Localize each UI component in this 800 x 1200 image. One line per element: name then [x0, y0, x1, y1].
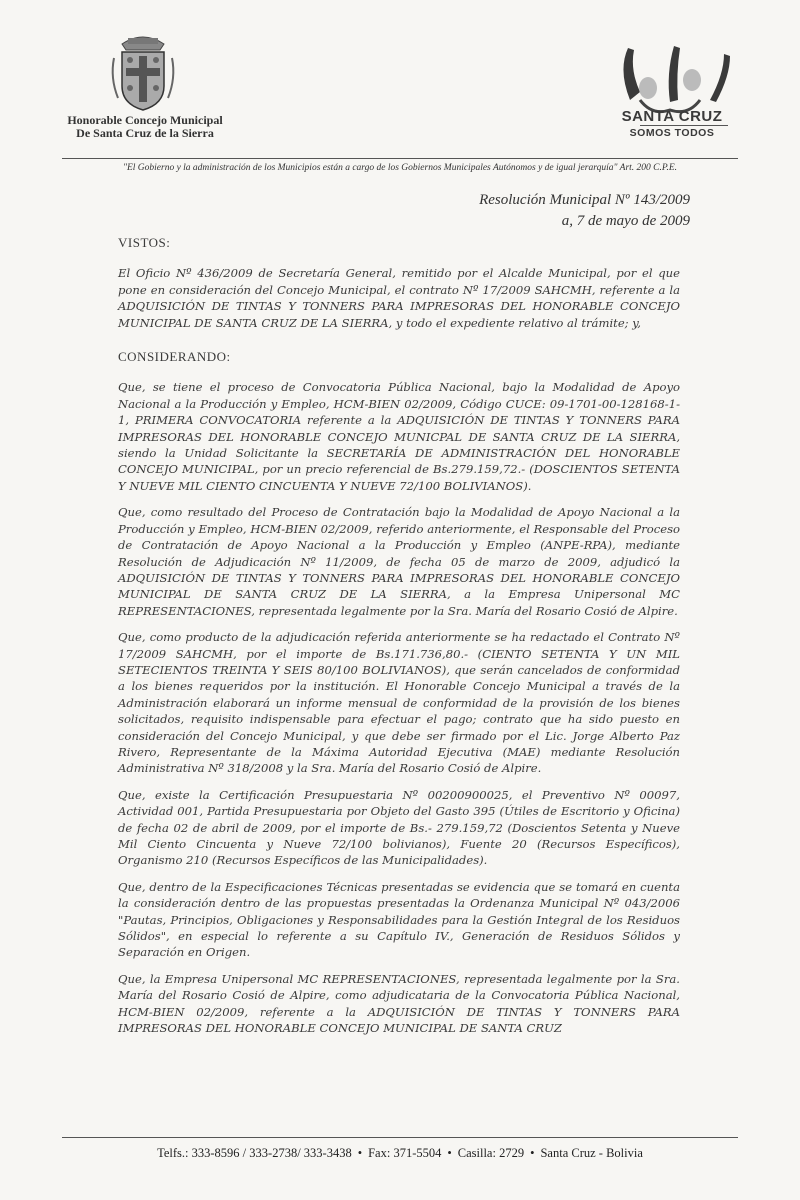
- considerando-paragraph: Que, se tiene el proceso de Convocatoria Pública Nacional, bajo la Modalidad de Apoyo Nacional a la Producción y Empleo, HCM-BIEN 02/2009, Código CUCE: 09-1701-00-128168-1-1, PRIMERA CONVOCATORIA referente a la ADQUISICIÓN DE TINTAS Y TONNERS PARA IMPRESORAS DEL HONORABLE CONCEJO MUNICPAL DE SANTA CRUZ DE LA SIERRA, siendo la Unidad Solicitante la SECRETARÍA DE ADMINISTRACIÓN DEL HONORABLE CONCEJO MUNICIPAL, por un precio referencial de Bs.279.159,72.- (DOSCIENTOS SETENTA Y NUEVE MIL CIENTO CINCUENTA Y NUEVE 72/100 BOLIVIANOS).: [118, 380, 680, 493]
- org-name-line2: De Santa Cruz de la Sierra: [76, 126, 214, 140]
- vistos-paragraph: El Oficio Nº 436/2009 de Secretaría General, remitido por el Alcalde Municipal, por el que pone en consideración del Concejo Municipal, el contrato Nº 17/2009 SAHCMH, referente a la ADQUISICIÓN DE TINTAS Y TONNERS PARA IMPRESORAS DEL HONORABLE CONCEJO MUNICIPAL DE SANTA CRUZ DE LA SIERRA, y todo el expediente relativo al trámite; y,: [118, 266, 680, 330]
- brand-tagline: SOMOS TODOS: [629, 127, 715, 139]
- considerando-paragraph: Que, dentro de la Especificaciones Técnicas presentadas se evidencia que se tomará en cuenta la consideración dentro de las propuestas presentadas la Ordenanza Municipal Nº 043/2006 "Pautas, Principios, Obligaciones y Responsabilidades para la Gestión Integral de los Residuos Sólidos", en especial lo referente a su Capítulo IV., Generación de Residuos Sólidos y Separación en Origen.: [118, 879, 680, 960]
- footer-phones: Telfs.: 333-8596 / 333-2738/ 333-3438: [157, 1146, 352, 1160]
- motto: "El Gobierno y la administración de los Municipios están a cargo de los Gobiernos Municipales Autónomos y de igual jerarquía" Art. 200 C.P.E.: [122, 163, 678, 173]
- brand-underline: [640, 125, 728, 126]
- considerando-paragraph: Que, como producto de la adjudicación referida anteriormente se ha redactado el Contrato Nº 17/2009 SAHCMH, por el importe de Bs.171.736,80.- (CIENTO SETENTA Y UN MIL SETECIENTOS TREINTA Y SEIS 80/100 BOLIVIANOS), que serán cancelados de conformidad a los bienes requeridos por la institución. El Honorable Concejo Municipal a través de la Administración elaborará un informe mensual de conformidad de la provisión de los bienes solicitados, requisito indispensable para efectuar el pago; contrato que ha sido puesto en consideración del Concejo Municipal, y que debe ser firmado por el Lic. Jorge Alberto Paz Rivero, Representante de la Máxima Autoridad Ejecutiva (MAE) mediante Resolución Administrativa Nº 318/2008 y la Sra. María del Rosario Cosió de Alpire.: [118, 630, 680, 776]
- letterhead: [0, 0, 800, 173]
- footer-city: Santa Cruz - Bolivia: [540, 1146, 643, 1160]
- document-body: [118, 235, 680, 1046]
- coat-of-arms-icon: [108, 28, 178, 112]
- considerando-title: CONSIDERANDO:: [118, 349, 231, 365]
- brand-name: SANTA CRUZ: [621, 108, 723, 125]
- bullet-icon: •: [447, 1146, 452, 1160]
- vistos-title: VISTOS:: [118, 235, 171, 250]
- footer: [62, 1146, 738, 1161]
- bullet-icon: •: [357, 1146, 363, 1160]
- resolution-heading: [479, 190, 690, 232]
- resolution-number: Resolución Municipal Nº 143/2009: [479, 192, 690, 208]
- considerando-paragraph: Que, existe la Certificación Presupuestaria Nº 00200900025, el Preventivo Nº 00097, Actividad 001, Partida Presupuestaria por Objeto del Gasto 395 (Útiles de Escritorio y Oficina) de fecha 02 de abril de 2009, por el importe de Bs.- 279.159,72 (Doscientos Setenta y Nueve Mil Ciento Cincuenta y Nueve 72/100 bolivianos), Fuente 20 (Recursos Específicos), Organismo 210 (Recursos Específicos de las Municipalidades).: [118, 787, 680, 868]
- footer-fax: Fax: 371-5504: [368, 1146, 442, 1160]
- footer-rule: [62, 1137, 738, 1138]
- bullet-icon: •: [530, 1146, 535, 1160]
- resolution-date: a, 7 de mayo de 2009: [561, 213, 690, 229]
- org-name: [60, 114, 230, 140]
- considerando-paragraph: Que, como resultado del Proceso de Contratación bajo la Modalidad de Apoyo Nacional a la Producción y Empleo, HCM-BIEN 02/2009, referido anteriormente, el Responsable del Proceso de Contratación de Apoyo Nacional a la Producción y Empleo (ANPE-RPA), mediante Resolución de Adjudicación Nº 11/2009, de fecha 05 de marzo de 2009, adjudicó la ADQUISICIÓN DE TINTAS Y TONNERS PARA IMPRESORAS DEL HONORABLE CONCEJO MUNICIPAL DE SANTA CRUZ DE LA SIERRA, a la Empresa Unipersonal MC REPRESENTACIONES, representada legalmente por la Sra. María del Rosario Cosió de Alpire.: [118, 505, 680, 618]
- header-rule: [62, 158, 738, 159]
- org-name-line1: Honorable Concejo Municipal: [67, 113, 223, 127]
- considerando-paragraph: Que, la Empresa Unipersonal MC REPRESENTACIONES, representada legalmente por la Sra. María del Rosario Cosió de Alpire, como adjudicataria de la Convocatoria Pública Nacional, HCM-BIEN 02/2009, referente a la ADQUISICIÓN DE TINTAS Y TONNERS PARA IMPRESORAS DEL HONORABLE CONCEJO MUNICIPAL DE SANTA CRUZ: [118, 971, 680, 1036]
- footer-box: Casilla: 2729: [457, 1146, 525, 1160]
